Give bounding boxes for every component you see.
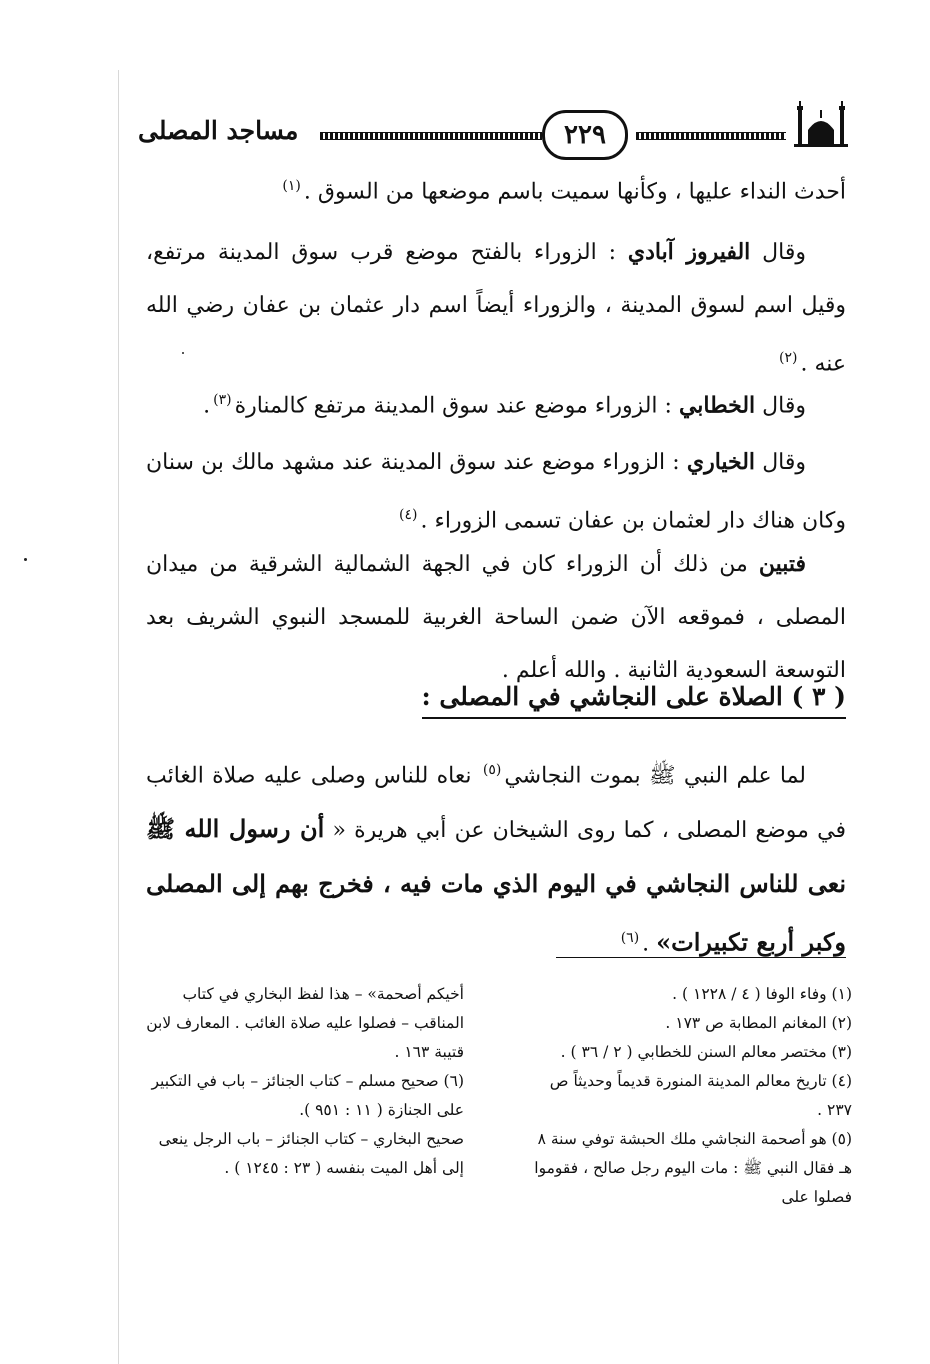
paragraph-text: : الزوراء موضع عند سوق المدينة مرتفع كالمنارة <box>234 393 672 419</box>
footnote-item: أخيكم أصحمة» – هذا لفظ البخاري في كتاب المناقب – فصلوا عليه صلاة الغائب . المعارف لابن قتيبة ١٦٣ . <box>146 985 464 1061</box>
author-name: الخطابي <box>678 392 756 419</box>
footnote-ref[interactable]: (٥) <box>482 762 502 778</box>
punctuation: . <box>642 931 650 957</box>
paragraph-6 <box>146 744 846 971</box>
hadith-quote: أن رسول الله ﷺ نعى للناس النجاشي في اليوم الذي مات فيه ، فخرج بهم إلى المصلى وكبر أربع تكبيرات» <box>146 814 846 957</box>
paragraph-lead: وقال <box>762 240 806 265</box>
footnote-ref[interactable]: (١) <box>282 178 301 194</box>
paragraph-2 <box>146 226 846 390</box>
punctuation: . <box>203 393 211 419</box>
author-name: الخياري <box>686 449 756 475</box>
paragraph-lead: فتبين <box>758 551 807 577</box>
footnote-ref[interactable]: (٤) <box>399 507 418 523</box>
paragraph-text: نعاه للناس وصلى عليه صلاة الغائب في موضع المصلى ، كما روى الشيخان عن أبي هريرة « <box>146 763 846 844</box>
paragraph-text: لما علم النبي ﷺ بموت النجاشي <box>504 763 807 789</box>
author-name: الفيروز آبادي <box>627 239 751 265</box>
footnotes-right-column <box>532 980 852 1212</box>
footnote-item: (٣) مختصر معالم السنن للخطابي ( ٢ / ٣٦ ) . <box>560 1043 852 1061</box>
footnote-ref[interactable]: (٣) <box>213 392 232 408</box>
paragraph-text: أحدث النداء عليها ، وكأنها سميت باسم موضعها من السوق . <box>303 179 846 205</box>
paragraph-text: : الزوراء بالفتح موضع قرب سوق المدينة مرتفع، وقيل اسم لسوق المدينة ، والزوراء أيضاً اسم دار عثمان بن عفان رضي الله عنه . <box>146 240 846 377</box>
paragraph-text: من ذلك أن الزوراء كان في الجهة الشمالية الشرقية من ميدان المصلى ، فموقعه الآن ضمن الساحة الغربية للمسجد النبوي الشريف بعد التوسعة السعودية الثانية . والله أعلم . <box>146 552 846 683</box>
running-header <box>138 98 850 156</box>
paragraph-lead: وقال <box>762 450 807 475</box>
header-ornament-bar <box>636 132 786 140</box>
paragraph-4 <box>146 436 846 547</box>
scan-speck <box>24 558 27 561</box>
mosque-icon <box>792 100 850 148</box>
footnote-item: (٥) هو أصحمة النجاشي ملك الحبشة توفي سنة ٨ هـ فقال النبي ﷺ : مات اليوم رجل صالح ، فقوموا فصلوا على <box>534 1130 852 1206</box>
footnote-item: (٢) المغانم المطابة ص ١٧٣ . <box>665 1014 852 1032</box>
footnote-ref[interactable]: (٦) <box>620 930 640 947</box>
book-title: مساجد المصلى <box>138 116 299 145</box>
paragraph-1 <box>146 160 846 218</box>
section-heading-text: ( ٣ ) الصلاة على النجاشي في المصلى : <box>422 682 847 719</box>
section-heading <box>146 682 846 711</box>
paragraph-5 <box>146 538 846 697</box>
footnotes-left-column <box>138 980 464 1183</box>
header-ornament-bar <box>320 132 542 140</box>
footnote-rule <box>556 957 846 958</box>
footnote-item: (٦) صحيح مسلم – كتاب الجنائز – باب في التكبير على الجنازة ( ١١ : ٩٥١ ). <box>151 1072 464 1119</box>
page-number: ٢٢٩ <box>542 110 628 160</box>
paragraph-lead: وقال <box>762 393 806 419</box>
footnote-ref[interactable]: (٢) <box>778 350 798 366</box>
footnote-item: (٤) تاريخ معالم المدينة المنورة قديماً وحديثاً ص ٢٣٧ . <box>549 1072 852 1119</box>
paragraph-text: : الزوراء موضع عند سوق المدينة عند مشهد مالك بن سنان وكان هناك دار لعثمان بن عفان تسمى الزوراء . <box>146 450 846 534</box>
footnote-item: صحيح البخاري – كتاب الجنائز – باب الرجل ينعى إلى أهل الميت بنفسه ( ٢٣ : ١٢٤٥ ) . <box>158 1130 464 1177</box>
paragraph-3 <box>146 374 846 432</box>
footnote-item: (١) وفاء الوفا ( ٤ / ١٢٢٨ ) . <box>672 985 852 1003</box>
page-gutter-line <box>118 70 119 1364</box>
